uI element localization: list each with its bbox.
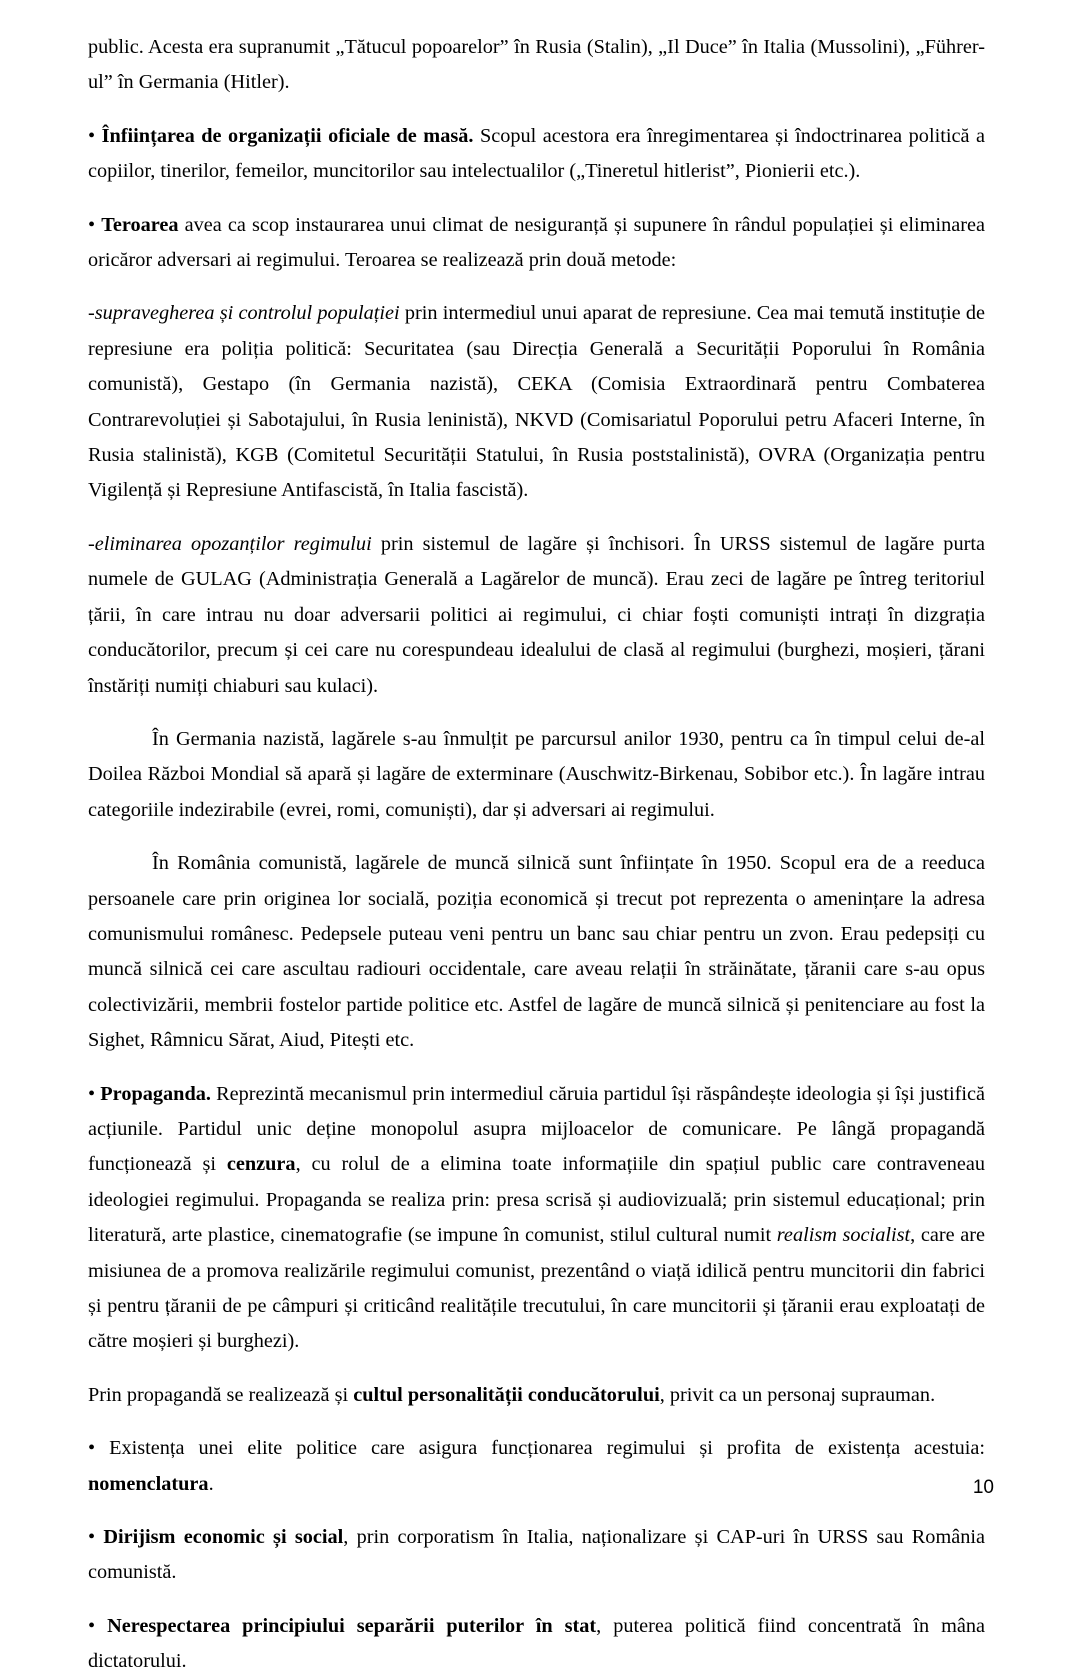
bullet-marker: • xyxy=(88,1082,101,1105)
bullet-marker: • xyxy=(88,1526,104,1549)
text-run: Existența unei elite politice care asigura funcționarea regimului și profita de existența acestuia: xyxy=(109,1437,985,1460)
paragraph-organizatii-masa xyxy=(88,119,985,190)
text-run: Reprezintă mecanismul prin intermediul căruia partidul își răspândește ideologia și își justifică acțiunile. Partidul unic deține monopolul asupra mijloacelor de comunicare. Pe lângă propagandă funcționează și xyxy=(88,1082,986,1176)
bold-run: cenzura xyxy=(226,1153,296,1176)
bullet-marker: • xyxy=(88,124,102,147)
paragraph-intro-public xyxy=(88,30,985,101)
text-run: prin sistemul de lagăre și închisori. În URSS sistemul de lagăre purta numele de GULAG (Administrația Generală a Lagărelor de muncă). Erau zeci de lagăre pe întreg teritoriul țării, în care intrau nu doar adversarii politici ai regimului, ci chiar foști comuniști intrați în dizgrația conducătorilor, precum și cei care nu corespundeau idealului de clasă al regimului (burghezi, moșieri, țărani înstăriți numiți chiaburi sau kulaci). xyxy=(88,532,985,697)
paragraph-eliminarea-opozantilor xyxy=(88,527,985,704)
bold-run: cultul personalității conducătorului xyxy=(353,1383,660,1406)
text-run: , puterea politică fiind concentrată în mâna dictatorului. xyxy=(88,1614,985,1673)
text-run: Prin propagandă se realizează și xyxy=(88,1383,354,1406)
paragraph-cultul-personalitatii xyxy=(88,1378,985,1413)
bullet-marker: • xyxy=(88,213,102,236)
paragraph-romania-comunista xyxy=(88,846,985,1058)
bold-run: Propaganda. xyxy=(100,1082,211,1105)
text-run: public. Acesta era supranumit „Tătucul popoarelor” în Rusia (Stalin), „Il Duce” în Italia (Mussolini), „Führer-ul” în Germania (Hitler). xyxy=(88,36,985,94)
italic-run: realism socialist xyxy=(776,1224,911,1247)
paragraph-dirijism-economic xyxy=(88,1520,985,1591)
paragraph-propaganda xyxy=(88,1077,985,1360)
text-run: , cu rolul de a elimina toate informațiile din spațiul public care contraveneau ideologiei regimului. Propaganda se realiza prin: presa scrisă și audiovizuală; prin sistemul educațional; prin literatură, arte plastice, cinematografie (se impune în comunist, stilul cultural numit xyxy=(88,1153,985,1247)
text-run: avea ca scop instaurarea unui climat de nesiguranță și supunere în rândul populației și eliminarea oricăror adversari ai regimului. Teroarea se realizează prin două metode: xyxy=(88,213,985,272)
italic-run: -supravegherea și controlul populației xyxy=(88,302,400,325)
bold-run: nomenclatura xyxy=(88,1472,209,1495)
bold-run: Înființarea de organizații oficiale de masă. xyxy=(101,124,474,147)
text-run: În Germania nazistă, lagărele s-au înmulțit pe parcursul anilor 1930, pentru ca în timpul celui de-al Doilea Război Mondial să apară și lagăre de exterminare (Auschwitz-Birkenau, Sobibor etc.). În lagăre intrau categoriile indezirabile (evrei, romi, comuniști), dar și adversari ai regimului. xyxy=(88,727,985,821)
text-run: , privit ca un personaj suprauman. xyxy=(659,1383,936,1406)
bold-run: Dirijism economic și social xyxy=(103,1526,344,1549)
bullet-marker: • xyxy=(88,1437,110,1460)
bullet-marker: • xyxy=(88,1614,108,1637)
paragraph-nomenclatura xyxy=(88,1431,985,1502)
bold-run: Nerespectarea principiului separării puterilor în stat xyxy=(107,1614,597,1637)
italic-run: -eliminarea opozanților regimului xyxy=(88,532,372,555)
text-run: , care are misiunea de a promova realizările regimului comunist, prezentând o viață idilică pentru muncitorii din fabrici și pentru țăranii de pe câmpuri și criticând realitățile trecutului, în care muncitorii și țăranii erau exploatați de către moșieri și burghezi). xyxy=(88,1224,985,1353)
bold-run: Teroarea xyxy=(101,213,179,236)
paragraph-separarea-puterilor xyxy=(88,1609,985,1680)
page-number: 10 xyxy=(972,1477,994,1498)
paragraph-germania-nazista xyxy=(88,722,985,828)
text-run: . xyxy=(208,1472,214,1495)
text-run: Scopul acestora era înregimentarea și îndoctrinarea politică a copiilor, tinerilor, femeilor, muncitorilor sau intelectualilor („Tineretul hitlerist”, Pionierii etc.). xyxy=(88,124,985,183)
paragraph-supravegherea xyxy=(88,296,985,508)
text-run: În România comunistă, lagărele de muncă silnică sunt înființate în 1950. Scopul era de a reeduca persoanele care prin originea lor socială, poziția economică și trecut pot reprezenta o amenințare la adresa comunismului românesc. Pedepsele puteau veni pentru un banc sau chiar pentru un zvon. Erau pedepsiți cu muncă silnică cei care ascultau radiouri occidentale, care aveau relații în străinătate, țăranii care s-au opus colectivizării, membrii fostelor partide politice etc. Astfel de lagăre de muncă silnică și penitenciare au fost la Sighet, Râmnicu Sărat, Aiud, Pitești etc. xyxy=(88,852,985,1052)
paragraph-teroarea xyxy=(88,208,985,279)
document-text-body xyxy=(88,30,985,1680)
text-run: prin intermediul unui aparat de represiune. Cea mai temută instituție de represiune era poliția politică: Securitatea (sau Direcția Generală a Securității Poporului în România comunistă), Gestapo (în Germania nazistă), CEKA (Comisia Extraordinară pentru Combaterea Contrarevoluției și Sabotajului, în Rusia leninistă), NKVD (Comisariatul Poporului petru Afaceri Interne, în Rusia stalinistă), KGB (Comitetul Securității Statului, în Rusia poststalinistă), OVRA (Organizația pentru Vigilență și Represiune Antifascistă, în Italia fascistă). xyxy=(88,302,985,502)
text-run: , prin corporatism în Italia, naționalizare și CAP-uri în URSS sau România comunistă. xyxy=(88,1526,985,1584)
